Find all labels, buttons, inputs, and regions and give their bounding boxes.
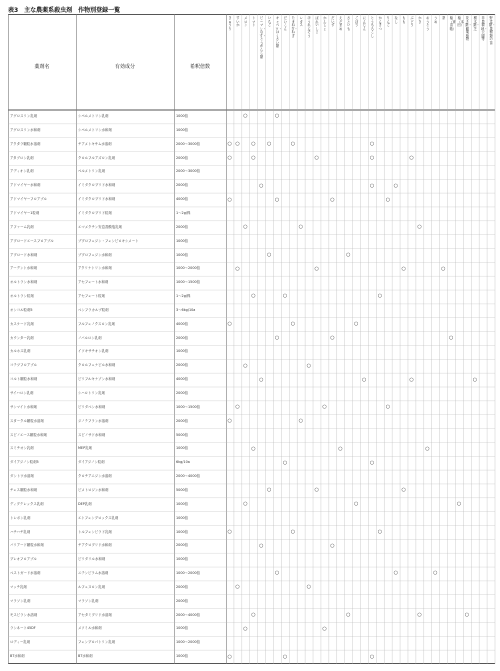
cell-dilution: 1000倍 bbox=[176, 127, 189, 132]
registered-mark: ○ bbox=[306, 584, 311, 591]
registered-mark: ○ bbox=[274, 113, 280, 120]
registered-mark: ○ bbox=[354, 501, 359, 508]
cell-dilution: 1000倍 bbox=[176, 515, 189, 520]
cell-dilution: 1000～1500倍 bbox=[176, 404, 201, 409]
registered-mark: ○ bbox=[235, 404, 240, 411]
crop-header: たまねぎ・ねぎ bbox=[291, 16, 298, 38]
cell-product-name: アディオン乳剤 bbox=[10, 169, 34, 174]
registered-mark: ○ bbox=[330, 196, 335, 203]
cell-product-name: アドマイヤー1粒剤 bbox=[10, 210, 40, 215]
cell-active-ingredient: ジノテフラン水溶剤 bbox=[78, 418, 109, 423]
cell-active-ingredient: エマメクチン安息香酸塩乳剤 bbox=[78, 224, 122, 229]
cell-product-name: オルトラン水和剤 bbox=[10, 280, 38, 285]
registered-mark: ○ bbox=[290, 141, 296, 148]
cell-active-ingredient: MEP乳剤 bbox=[78, 446, 92, 451]
table-title: 表3 主な農薬系殺虫剤 作物別登録一覧 bbox=[8, 7, 121, 14]
registered-mark: ○ bbox=[243, 625, 248, 632]
cell-dilution: 1000倍 bbox=[176, 238, 189, 243]
cell-product-name: アグロスリン水和剤 bbox=[10, 127, 41, 132]
cell-dilution: 2000倍 bbox=[176, 584, 189, 589]
cell-active-ingredient: ピリダベン水和剤 bbox=[78, 404, 106, 409]
header-dilution: 希釈倍数 bbox=[189, 64, 210, 70]
registered-mark: ○ bbox=[227, 196, 232, 203]
cell-product-name: アプロードエースフロアブル bbox=[10, 238, 54, 243]
registered-mark: ○ bbox=[314, 487, 319, 494]
crop-header: いちご bbox=[267, 16, 272, 27]
cell-active-ingredient: クロチアニジン水溶剤 bbox=[78, 474, 112, 479]
cell-dilution: 2000倍 bbox=[176, 418, 189, 423]
cell-dilution: 1000倍 bbox=[176, 252, 189, 257]
registered-mark: ○ bbox=[227, 141, 232, 148]
cell-active-ingredient: ピリダリル水和剤 bbox=[78, 557, 106, 562]
registered-mark: ○ bbox=[417, 224, 422, 231]
registered-mark: ○ bbox=[227, 528, 232, 535]
registered-mark: ○ bbox=[385, 404, 391, 411]
cell-product-name: カスケード乳剤 bbox=[10, 321, 34, 326]
crop-header: かんきつ bbox=[378, 16, 382, 31]
registered-mark: ○ bbox=[227, 418, 232, 425]
registered-mark: ○ bbox=[267, 251, 272, 258]
registered-mark: ○ bbox=[298, 418, 304, 425]
cell-active-ingredient: ダイアジノン粒剤 bbox=[78, 460, 105, 465]
cell-active-ingredient: ピリフルキナゾン水和剤 bbox=[78, 377, 116, 382]
registered-mark: ○ bbox=[330, 542, 335, 549]
registered-mark: ○ bbox=[354, 321, 359, 328]
registered-mark: ○ bbox=[338, 445, 343, 452]
crop-header: ごぼう bbox=[354, 16, 359, 27]
cell-active-ingredient: クロルフルアズロン乳剤 bbox=[78, 155, 116, 160]
registered-mark: ○ bbox=[282, 653, 288, 660]
cell-product-name: マッチ乳剤 bbox=[10, 584, 27, 589]
registered-mark: ○ bbox=[243, 501, 248, 508]
crop-header: ほうれんそう bbox=[307, 16, 311, 38]
registered-mark: ○ bbox=[251, 293, 256, 300]
cell-dilution: 1000倍 bbox=[176, 446, 189, 451]
crop-header: レタス bbox=[299, 16, 303, 27]
cell-product-name: ベストガード水溶剤 bbox=[10, 571, 41, 576]
cell-product-name: アクタラ顆粒水溶剤 bbox=[10, 141, 41, 146]
cell-product-name: カルホス乳剤 bbox=[10, 349, 31, 354]
cell-product-name: ロディー乳剤 bbox=[10, 640, 31, 645]
cell-active-ingredient: ブプロフェジン・フェンピロキシメート bbox=[78, 238, 139, 243]
cell-product-name: サンマイト水和剤 bbox=[10, 404, 37, 409]
registered-mark: ○ bbox=[282, 293, 288, 300]
crop-header: えだまめ bbox=[339, 16, 343, 31]
cell-active-ingredient: ベンフラカルブ粒剤 bbox=[78, 307, 109, 312]
registered-mark: ○ bbox=[259, 182, 264, 189]
cell-dilution: 1000倍 bbox=[176, 114, 189, 119]
registered-mark: ○ bbox=[377, 528, 383, 535]
crop-header: さといも bbox=[347, 16, 351, 31]
registered-mark: ○ bbox=[401, 265, 406, 272]
cell-active-ingredient: フルフェノクスロン乳剤 bbox=[78, 321, 115, 326]
cell-active-ingredient: トルフェンピラド乳剤 bbox=[78, 529, 112, 534]
cell-active-ingredient: アクリナトリン水和剤 bbox=[78, 266, 112, 271]
registered-mark: ○ bbox=[290, 321, 296, 328]
cell-dilution: 4000倍 bbox=[176, 321, 189, 326]
registered-mark: ○ bbox=[282, 459, 288, 466]
cell-dilution: 2000倍 bbox=[176, 155, 189, 160]
cell-dilution: 2000倍 bbox=[176, 363, 189, 368]
cell-active-ingredient: メソミル水和剤 bbox=[78, 626, 102, 631]
registered-mark: ○ bbox=[433, 570, 438, 577]
cell-active-ingredient: ピメトロジン水和剤 bbox=[78, 487, 109, 492]
registered-mark: ○ bbox=[361, 376, 367, 383]
cell-dilution: 2000～3000倍 bbox=[176, 169, 201, 174]
crop-header: キャベツ・はくさい類 bbox=[275, 16, 282, 48]
registered-mark: ○ bbox=[243, 224, 248, 231]
registered-mark: ○ bbox=[227, 154, 232, 161]
cell-dilution: 2000倍 bbox=[176, 183, 189, 188]
registered-mark: ○ bbox=[306, 362, 311, 369]
cell-active-ingredient: アセフェート粒剤 bbox=[78, 294, 105, 299]
crop-header: すいか bbox=[236, 16, 240, 27]
crop-header: 稲（本田） bbox=[457, 16, 464, 27]
cell-product-name: オンコル粒剤5 bbox=[10, 307, 33, 312]
crop-header: ばれいしょ bbox=[315, 16, 319, 34]
registered-mark: ○ bbox=[227, 321, 232, 328]
cell-dilution: 1000～1500倍 bbox=[176, 280, 201, 285]
cell-dilution: 2000～4000倍 bbox=[176, 474, 201, 479]
cell-product-name: ランネート45DF bbox=[10, 626, 36, 631]
crop-header: うめ bbox=[434, 16, 438, 24]
registered-mark: ○ bbox=[346, 612, 351, 619]
cell-product-name: モスピラン水溶剤 bbox=[10, 612, 38, 617]
cell-dilution: 1000～2000倍 bbox=[176, 640, 201, 645]
cell-product-name: カウンター乳剤 bbox=[10, 335, 34, 340]
cell-active-ingredient: フェンプロパトリン乳剤 bbox=[78, 640, 116, 645]
registered-mark: ○ bbox=[417, 612, 422, 619]
cell-active-ingredient: ニテンピラム水溶剤 bbox=[78, 571, 109, 576]
crop-header: トマト bbox=[252, 16, 256, 27]
registered-mark: ○ bbox=[369, 653, 375, 660]
cell-product-name: アーデント水和剤 bbox=[10, 266, 37, 271]
registered-mark: ○ bbox=[401, 487, 406, 494]
cell-active-ingredient: チアクロプリド水和剤 bbox=[78, 543, 112, 548]
registered-mark: ○ bbox=[456, 501, 462, 508]
registered-mark: ○ bbox=[330, 335, 335, 342]
crop-header: かき bbox=[418, 16, 422, 24]
crop-header: メロン bbox=[244, 16, 248, 27]
registered-mark: ○ bbox=[409, 376, 414, 383]
registered-mark: ○ bbox=[227, 653, 232, 660]
cell-dilution: 6kg/10a bbox=[176, 460, 190, 465]
registered-mark: ○ bbox=[251, 612, 256, 619]
registered-mark: ○ bbox=[322, 404, 327, 411]
registered-mark: ○ bbox=[267, 141, 272, 148]
cell-active-ingredient: エトフェンプロックス乳剤 bbox=[78, 515, 119, 520]
registered-mark: ○ bbox=[235, 584, 240, 591]
cell-product-name: スタークル顆粒水溶剤 bbox=[10, 418, 44, 423]
crop-header: もも bbox=[402, 16, 406, 24]
cell-product-name: オルトラン粒剤 bbox=[10, 294, 34, 299]
cell-dilution: 2000倍 bbox=[176, 543, 189, 548]
cell-active-ingredient: DEP乳剤 bbox=[78, 501, 92, 506]
cell-dilution: 1000倍 bbox=[176, 349, 189, 354]
cell-dilution: 2000倍 bbox=[176, 335, 189, 340]
cell-dilution: 5000倍 bbox=[176, 432, 189, 437]
registered-mark: ○ bbox=[346, 251, 351, 258]
cell-dilution: 1000倍 bbox=[176, 501, 189, 506]
cell-product-name: アドマイヤーフロアブル bbox=[10, 197, 47, 202]
cell-product-name: アグロスリン乳剤 bbox=[10, 114, 38, 119]
registered-mark: ○ bbox=[409, 154, 414, 161]
crop-header: だいこん bbox=[283, 16, 287, 31]
cell-active-ingredient: スピノサド水和剤 bbox=[78, 432, 106, 437]
crop-header: 樹木類・芝 bbox=[473, 16, 480, 31]
cell-dilution: 5000倍 bbox=[176, 487, 189, 492]
cell-active-ingredient: アセタミプリド水溶剤 bbox=[78, 612, 112, 617]
cell-active-ingredient: チアメトキサム水溶剤 bbox=[78, 141, 112, 146]
cell-product-name: ダントツ水溶剤 bbox=[10, 474, 34, 479]
cell-product-name: チェス顆粒水和剤 bbox=[10, 487, 38, 492]
registered-mark: ○ bbox=[425, 445, 430, 452]
registered-mark: ○ bbox=[314, 265, 319, 272]
registered-mark: ○ bbox=[369, 182, 375, 189]
cell-dilution: 4000倍 bbox=[176, 377, 189, 382]
crop-header: きゅうり bbox=[228, 16, 232, 31]
cell-dilution: 1000倍 bbox=[176, 557, 189, 562]
registered-mark: ○ bbox=[385, 196, 391, 203]
registered-mark: ○ bbox=[274, 196, 280, 203]
cell-active-ingredient: クロルフェナピル水和剤 bbox=[78, 363, 116, 368]
crop-header: おうとう bbox=[426, 16, 430, 31]
cell-product-name: アタブロン乳剤 bbox=[10, 155, 34, 160]
cell-product-name: BT水和剤 bbox=[10, 654, 25, 659]
cell-product-name: サイハロン乳剤 bbox=[10, 391, 34, 396]
registered-mark: ○ bbox=[369, 154, 375, 161]
cell-dilution: 1000倍 bbox=[176, 529, 189, 534]
registered-mark: ○ bbox=[235, 141, 240, 148]
registered-mark: ○ bbox=[274, 335, 280, 342]
cell-product-name: アファーム乳剤 bbox=[10, 224, 34, 229]
cell-product-name: スミチオン乳剤 bbox=[10, 446, 34, 451]
registered-mark: ○ bbox=[448, 335, 454, 342]
registered-mark: ○ bbox=[251, 141, 256, 148]
cell-dilution: 1000倍 bbox=[176, 654, 189, 659]
registered-mark: ○ bbox=[393, 570, 398, 577]
header-active-ingredient: 有効成分 bbox=[114, 64, 135, 70]
cell-active-ingredient: イミダクロプリド水和剤 bbox=[78, 197, 116, 202]
pesticide-table bbox=[8, 14, 495, 664]
registered-mark: ○ bbox=[251, 445, 256, 452]
cell-dilution: 1000～2000倍 bbox=[176, 571, 201, 576]
cell-dilution: 3～6kg/10a bbox=[176, 307, 196, 312]
registered-mark: ○ bbox=[243, 362, 248, 369]
cell-dilution: 2000倍 bbox=[176, 391, 189, 396]
cell-active-ingredient: イソキサチオン乳剤 bbox=[78, 349, 109, 354]
cell-active-ingredient: シペルメトリン乳剤 bbox=[78, 114, 109, 119]
cell-product-name: トレボン乳剤 bbox=[10, 515, 31, 520]
cell-active-ingredient: アセフェート水和剤 bbox=[78, 280, 109, 285]
cell-product-name: バリアード顆粒水和剤 bbox=[10, 543, 44, 548]
cell-active-ingredient: ブプロフェジン水和剤 bbox=[78, 252, 112, 257]
registered-mark: ○ bbox=[290, 528, 296, 535]
crop-header: ぶどう bbox=[410, 16, 414, 27]
cell-product-name: アドマイヤー水和剤 bbox=[10, 183, 41, 188]
cell-active-ingredient: BT水和剤 bbox=[78, 654, 93, 659]
crop-header: 稲（育苗箱） bbox=[449, 16, 456, 31]
registered-mark: ○ bbox=[314, 154, 319, 161]
cell-dilution: 4000倍 bbox=[176, 197, 189, 202]
crop-header: とうもろこし bbox=[370, 16, 374, 38]
cell-active-ingredient: マラソン乳剤 bbox=[78, 598, 99, 603]
registered-mark: ○ bbox=[472, 376, 478, 383]
cell-active-ingredient: ペルメトリン乳剤 bbox=[78, 169, 106, 174]
crop-header: 非農耕地・公園等 bbox=[481, 16, 488, 41]
cell-product-name: コテツフロアブル bbox=[10, 363, 37, 368]
cell-dilution: 2000～4000倍 bbox=[176, 612, 201, 617]
cell-dilution: 1000～2000倍 bbox=[176, 266, 201, 271]
registered-mark: ○ bbox=[393, 182, 398, 189]
cell-active-ingredient: イミダクロプリド水和剤 bbox=[78, 183, 116, 188]
registered-mark: ○ bbox=[464, 612, 470, 619]
cell-dilution: 2000倍 bbox=[176, 598, 189, 603]
crop-header: かんしょ bbox=[323, 16, 327, 31]
cell-product-name: ディプテレックス乳剤 bbox=[10, 501, 44, 506]
cell-product-name: プレオフロアブル bbox=[10, 557, 37, 562]
crop-header: ピーマン・なす・とうがらし類 bbox=[259, 16, 266, 59]
cell-product-name: アプロード水和剤 bbox=[10, 252, 38, 257]
header-product-name: 薬剤名 bbox=[34, 64, 50, 70]
registered-mark: ○ bbox=[377, 293, 383, 300]
crop-header: にんじん bbox=[362, 16, 367, 31]
registered-mark: ○ bbox=[369, 141, 375, 148]
cell-dilution: 1000倍 bbox=[176, 626, 189, 631]
crop-header: りんご bbox=[386, 16, 390, 27]
registered-mark: ○ bbox=[298, 224, 304, 231]
crop-header: だいず bbox=[331, 16, 335, 27]
cell-active-ingredient: シペルメトリン水和剤 bbox=[78, 127, 112, 132]
cell-active-ingredient: ノバルロン乳剤 bbox=[78, 335, 102, 340]
crop-header: 野菜類・果樹類の苗 bbox=[489, 16, 496, 45]
cell-product-name: マラソン乳剤 bbox=[10, 598, 31, 603]
cell-active-ingredient: イミダクロプリド粒剤 bbox=[78, 210, 112, 215]
cell-product-name: コルト顆粒水和剤 bbox=[10, 377, 38, 382]
cell-dilution: 2000倍 bbox=[176, 224, 189, 229]
cell-product-name: ハチハチ乳剤 bbox=[10, 529, 31, 534]
registered-mark: ○ bbox=[235, 265, 240, 272]
cell-dilution: 2000～3000倍 bbox=[176, 141, 201, 146]
registered-mark: ○ bbox=[369, 459, 375, 466]
crop-header: 花き類・観葉植物 bbox=[465, 16, 472, 41]
registered-mark: ○ bbox=[259, 376, 264, 383]
registered-mark: ○ bbox=[322, 625, 327, 632]
registered-mark: ○ bbox=[274, 570, 280, 577]
registered-mark: ○ bbox=[267, 487, 272, 494]
registered-mark: ○ bbox=[441, 265, 446, 272]
registered-mark: ○ bbox=[243, 113, 248, 120]
crop-header: 茶 bbox=[441, 16, 446, 20]
registered-mark: ○ bbox=[259, 542, 264, 549]
crop-header: なし bbox=[394, 16, 398, 24]
cell-dilution: 1～2g/株 bbox=[176, 210, 191, 215]
cell-active-ingredient: シハロトリン乳剤 bbox=[78, 391, 105, 396]
cell-active-ingredient: ルフェヌロン乳剤 bbox=[78, 584, 105, 589]
cell-product-name: スピノエース顆粒水和剤 bbox=[10, 432, 47, 437]
cell-product-name: ダイアジノン粒剤5 bbox=[10, 460, 39, 465]
cell-dilution: 1～2g/株 bbox=[176, 294, 191, 299]
registered-mark: ○ bbox=[251, 154, 256, 161]
